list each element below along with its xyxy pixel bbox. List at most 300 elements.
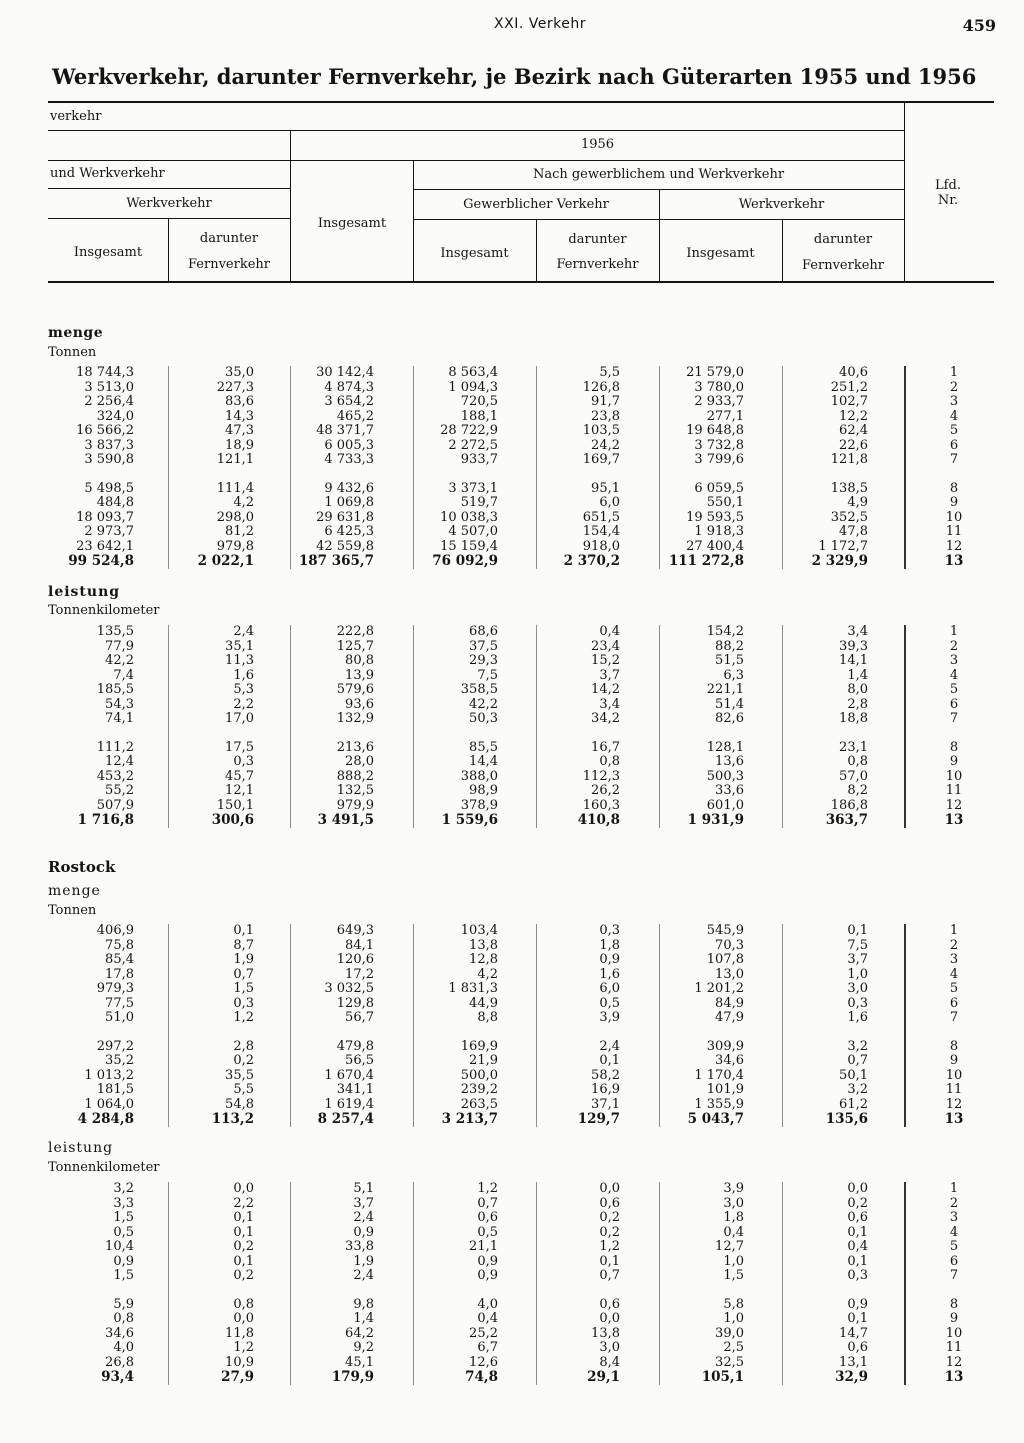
cell-fernverkehr-1955: 5,3: [233, 682, 254, 697]
cell-lfd-nr: 6: [949, 995, 959, 1011]
header-left-fernverkehr: Fernverkehr: [188, 257, 270, 272]
cell-fernverkehr-1955: 0,1: [233, 1210, 254, 1225]
table-row: [0, 395, 1024, 410]
table-row: [0, 654, 1024, 669]
cell-fernverkehr-1955: 0,3: [233, 754, 254, 769]
cell-insgesamt-1955: 23 642,1: [76, 538, 134, 554]
cell-gewerblich-fernverkehr: 29,1: [587, 1369, 620, 1385]
cell-werk-insgesamt: 82,6: [715, 711, 744, 726]
cell-insgesamt-1956: 64,2: [345, 1325, 374, 1341]
block-3-heading: leistung: [48, 1140, 114, 1156]
cell-gewerblich-insgesamt: 21,9: [469, 1053, 498, 1068]
cell-gewerblich-fernverkehr: 0,2: [599, 1224, 620, 1240]
cell-lfd-nr: 4: [949, 408, 959, 424]
header-left-werk: Werkverkehr: [126, 196, 212, 211]
cell-insgesamt-1955: 85,4: [105, 952, 134, 967]
column-separator: [290, 924, 291, 1127]
cell-fernverkehr-1955: 113,2: [211, 1111, 254, 1127]
cell-insgesamt-1955: 34,6: [105, 1325, 134, 1341]
header-year: 1956: [580, 137, 615, 152]
cell-werk-fernverkehr: 57,0: [839, 768, 868, 784]
cell-werk-fernverkehr: 0,9: [847, 1296, 868, 1312]
header-top-left: verkehr: [50, 109, 102, 124]
cell-insgesamt-1956: 30 142,4: [316, 365, 374, 380]
cell-insgesamt-1956: 1,4: [353, 1311, 374, 1326]
header-rule-3: [48, 160, 904, 161]
cell-werk-insgesamt: 1 201,2: [694, 981, 744, 996]
header-werk-fernverkehr: Fernverkehr: [802, 258, 884, 273]
cell-werk-fernverkehr: 352,5: [830, 509, 868, 525]
cell-gewerblich-insgesamt: 0,4: [477, 1311, 498, 1326]
cell-insgesamt-1955: 99 524,8: [68, 553, 134, 569]
cell-gewerblich-insgesamt: 0,7: [477, 1195, 498, 1211]
cell-werk-insgesamt: 88,2: [715, 638, 744, 654]
cell-lfd-nr: 9: [949, 495, 959, 510]
cell-gewerblich-fernverkehr: 918,0: [582, 538, 620, 554]
cell-fernverkehr-1955: 0,2: [233, 1053, 254, 1068]
cell-werk-insgesamt: 19 593,5: [686, 509, 744, 525]
cell-gewerblich-insgesamt: 15 159,4: [440, 538, 498, 554]
cell-insgesamt-1956: 56,7: [345, 1010, 374, 1025]
cell-werk-insgesamt: 33,6: [715, 783, 744, 798]
cell-werk-insgesamt: 2 933,7: [694, 394, 744, 409]
cell-gewerblich-insgesamt: 42,2: [469, 696, 498, 712]
cell-insgesamt-1956: 222,8: [336, 624, 374, 639]
table-row: [0, 1240, 1024, 1255]
cell-insgesamt-1956: 1,9: [353, 1253, 374, 1269]
cell-gewerblich-fernverkehr: 23,4: [591, 638, 620, 654]
cell-insgesamt-1956: 93,6: [345, 696, 374, 712]
header-left-insgesamt: Insgesamt: [73, 245, 143, 260]
cell-insgesamt-1955: 5,9: [113, 1296, 134, 1312]
cell-fernverkehr-1955: 81,2: [225, 524, 254, 539]
cell-gewerblich-insgesamt: 358,5: [460, 682, 498, 697]
table-row: [0, 1327, 1024, 1342]
cell-insgesamt-1956: 1 069,8: [324, 495, 374, 510]
cell-werk-fernverkehr: 0,6: [847, 1210, 868, 1225]
cell-werk-insgesamt: 3 732,8: [694, 437, 744, 453]
cell-insgesamt-1956: 465,2: [336, 408, 374, 424]
cell-insgesamt-1955: 297,2: [96, 1038, 134, 1054]
cell-gewerblich-fernverkehr: 0,9: [599, 952, 620, 967]
cell-fernverkehr-1955: 150,1: [216, 797, 254, 813]
cell-werk-insgesamt: 70,3: [715, 937, 744, 953]
lfd-separator: [904, 1182, 906, 1385]
cell-lfd-nr: 10: [945, 1067, 963, 1083]
cell-lfd-nr: 4: [949, 966, 959, 982]
cell-werk-fernverkehr: 0,2: [847, 1195, 868, 1211]
table-row: [0, 1112, 1024, 1127]
cell-gewerblich-fernverkehr: 13,8: [591, 1325, 620, 1341]
cell-insgesamt-1955: 42,2: [105, 653, 134, 668]
cell-fernverkehr-1955: 14,3: [225, 408, 254, 424]
cell-insgesamt-1955: 111,2: [96, 739, 134, 755]
cell-werk-insgesamt: 128,1: [706, 739, 744, 755]
cell-lfd-nr: 6: [949, 696, 959, 712]
cell-gewerblich-fernverkehr: 91,7: [591, 394, 620, 409]
cell-werk-insgesamt: 21 579,0: [686, 365, 744, 380]
block-2-unit: Tonnen: [48, 903, 97, 918]
cell-werk-fernverkehr: 2 329,9: [811, 553, 868, 569]
cell-werk-fernverkehr: 62,4: [839, 423, 868, 438]
cell-lfd-nr: 7: [949, 711, 959, 726]
cell-lfd-nr: 5: [949, 682, 959, 697]
cell-gewerblich-fernverkehr: 95,1: [591, 480, 620, 496]
cell-insgesamt-1956: 1 670,4: [324, 1067, 374, 1083]
cell-werk-insgesamt: 545,9: [706, 923, 744, 938]
cell-werk-fernverkehr: 23,1: [839, 739, 868, 755]
cell-werk-fernverkehr: 32,9: [835, 1369, 868, 1385]
cell-fernverkehr-1955: 11,8: [225, 1325, 254, 1341]
column-separator: [782, 366, 783, 569]
cell-gewerblich-fernverkehr: 0,6: [599, 1296, 620, 1312]
cell-werk-fernverkehr: 22,6: [839, 437, 868, 453]
cell-insgesamt-1956: 13,9: [345, 667, 374, 683]
cell-insgesamt-1956: 579,6: [336, 682, 374, 697]
cell-fernverkehr-1955: 4,2: [233, 495, 254, 510]
cell-gewerblich-fernverkehr: 3,7: [599, 667, 620, 683]
cell-lfd-nr: 3: [949, 394, 959, 409]
table-row: [0, 625, 1024, 640]
running-head: XXI. Verkehr: [494, 16, 586, 32]
cell-werk-insgesamt: 34,6: [715, 1053, 744, 1068]
cell-werk-insgesamt: 309,9: [706, 1038, 744, 1054]
cell-insgesamt-1956: 33,8: [345, 1239, 374, 1254]
cell-insgesamt-1955: 18 744,3: [76, 365, 134, 380]
cell-werk-insgesamt: 277,1: [706, 408, 744, 424]
cell-gewerblich-fernverkehr: 103,5: [582, 423, 620, 438]
cell-werk-insgesamt: 13,6: [715, 754, 744, 769]
cell-gewerblich-fernverkehr: 37,1: [591, 1096, 620, 1112]
cell-werk-insgesamt: 1,5: [723, 1268, 744, 1283]
cell-werk-fernverkehr: 7,5: [847, 937, 868, 953]
cell-insgesamt-1955: 1,5: [113, 1210, 134, 1225]
cell-gewerblich-fernverkehr: 26,2: [591, 783, 620, 798]
cell-insgesamt-1955: 507,9: [96, 797, 134, 813]
cell-gewerblich-fernverkehr: 0,5: [599, 995, 620, 1011]
cell-werk-fernverkehr: 39,3: [839, 638, 868, 654]
cell-lfd-nr: 1: [949, 365, 959, 380]
cell-fernverkehr-1955: 27,9: [221, 1369, 254, 1385]
cell-lfd-nr: 8: [949, 1038, 959, 1054]
cell-lfd-nr: 7: [949, 452, 959, 467]
cell-gewerblich-fernverkehr: 0,2: [599, 1210, 620, 1225]
lfd-separator: [904, 366, 906, 569]
table-row: [0, 482, 1024, 497]
cell-lfd-nr: 4: [949, 667, 959, 683]
cell-werk-fernverkehr: 0,1: [847, 1311, 868, 1326]
cell-werk-insgesamt: 84,9: [715, 995, 744, 1011]
cell-insgesamt-1956: 6 005,3: [324, 437, 374, 453]
cell-fernverkehr-1955: 979,8: [216, 538, 254, 554]
cell-insgesamt-1956: 0,9: [353, 1224, 374, 1240]
block-0-heading: menge: [48, 325, 104, 341]
cell-gewerblich-fernverkehr: 154,4: [582, 524, 620, 539]
cell-werk-fernverkehr: 1,6: [847, 1010, 868, 1025]
cell-gewerblich-fernverkehr: 0,1: [599, 1053, 620, 1068]
cell-fernverkehr-1955: 5,5: [233, 1082, 254, 1097]
column-separator: [290, 625, 291, 828]
table-row: [0, 741, 1024, 756]
region-heading: Rostock: [48, 858, 116, 876]
cell-gewerblich-insgesamt: 4,2: [477, 966, 498, 982]
header-werk-darunter: darunter: [813, 232, 873, 247]
cell-insgesamt-1955: 77,5: [105, 995, 134, 1011]
cell-fernverkehr-1955: 227,3: [216, 379, 254, 395]
table-row: [0, 1298, 1024, 1313]
cell-gewerblich-fernverkehr: 160,3: [582, 797, 620, 813]
header-gew-insgesamt: Insgesamt: [440, 246, 509, 261]
cell-insgesamt-1956: 3,7: [353, 1195, 374, 1211]
table-row: [0, 755, 1024, 770]
cell-insgesamt-1956: 28,0: [345, 754, 374, 769]
page-title: Werkverkehr, darunter Fernverkehr, je Bezirk nach Güterarten 1955 und 1956: [52, 64, 977, 89]
cell-insgesamt-1955: 3 513,0: [84, 379, 134, 395]
table-row: [0, 968, 1024, 983]
cell-lfd-nr: 10: [945, 1325, 963, 1341]
table-row: [0, 1269, 1024, 1284]
cell-gewerblich-insgesamt: 1,2: [477, 1181, 498, 1196]
cell-gewerblich-insgesamt: 85,5: [469, 739, 498, 755]
cell-werk-insgesamt: 500,3: [706, 768, 744, 784]
table-row: [0, 554, 1024, 569]
cell-werk-fernverkehr: 363,7: [825, 812, 868, 828]
cell-gewerblich-fernverkehr: 58,2: [591, 1067, 620, 1083]
header-rule-bottom: [48, 281, 994, 283]
cell-gewerblich-fernverkehr: 1,6: [599, 966, 620, 982]
table-row: [0, 1011, 1024, 1026]
cell-werk-insgesamt: 1,8: [723, 1210, 744, 1225]
cell-insgesamt-1956: 479,8: [336, 1038, 374, 1054]
table-row: [0, 540, 1024, 555]
cell-insgesamt-1955: 74,1: [105, 711, 134, 726]
cell-insgesamt-1956: 341,1: [336, 1082, 374, 1097]
cell-gewerblich-insgesamt: 0,5: [477, 1224, 498, 1240]
cell-lfd-nr: 1: [949, 624, 959, 639]
cell-werk-fernverkehr: 0,3: [847, 1268, 868, 1283]
cell-werk-fernverkehr: 12,2: [839, 408, 868, 424]
table-row: [0, 997, 1024, 1012]
cell-fernverkehr-1955: 0,1: [233, 1224, 254, 1240]
cell-gewerblich-insgesamt: 7,5: [477, 667, 498, 683]
cell-werk-insgesamt: 1 355,9: [694, 1096, 744, 1112]
cell-fernverkehr-1955: 1,9: [233, 952, 254, 967]
table-row: [0, 813, 1024, 828]
cell-werk-insgesamt: 3,0: [723, 1195, 744, 1211]
cell-werk-insgesamt: 3 780,0: [694, 379, 744, 395]
cell-insgesamt-1955: 26,8: [105, 1354, 134, 1370]
cell-werk-insgesamt: 47,9: [715, 1010, 744, 1025]
cell-werk-insgesamt: 5 043,7: [687, 1111, 744, 1127]
cell-insgesamt-1955: 3,2: [113, 1181, 134, 1196]
table-row: [0, 683, 1024, 698]
cell-lfd-nr: 9: [949, 1311, 959, 1326]
cell-werk-fernverkehr: 0,8: [847, 754, 868, 769]
cell-gewerblich-fernverkehr: 14,2: [591, 682, 620, 697]
cell-gewerblich-insgesamt: 4,0: [477, 1296, 498, 1312]
header-gew-fernverkehr: Fernverkehr: [556, 257, 639, 272]
cell-werk-insgesamt: 1,0: [723, 1311, 744, 1326]
cell-insgesamt-1955: 2 256,4: [84, 394, 134, 409]
cell-lfd-nr: 1: [949, 1181, 959, 1196]
cell-fernverkehr-1955: 1,5: [233, 981, 254, 996]
cell-werk-fernverkehr: 14,7: [839, 1325, 868, 1341]
column-separator: [413, 366, 414, 569]
cell-insgesamt-1955: 51,0: [105, 1010, 134, 1025]
cell-fernverkehr-1955: 0,1: [233, 1253, 254, 1269]
table-row: [0, 410, 1024, 425]
cell-fernverkehr-1955: 0,7: [233, 966, 254, 982]
table-row: [0, 381, 1024, 396]
column-separator: [168, 1182, 169, 1385]
cell-werk-fernverkehr: 61,2: [839, 1096, 868, 1112]
cell-werk-fernverkehr: 0,4: [847, 1239, 868, 1254]
cell-lfd-nr: 7: [949, 1268, 959, 1283]
cell-werk-insgesamt: 3,9: [723, 1181, 744, 1196]
table-row: [0, 770, 1024, 785]
cell-gewerblich-insgesamt: 13,8: [469, 937, 498, 953]
table-row: [0, 496, 1024, 511]
cell-lfd-nr: 1: [949, 923, 959, 938]
cell-werk-insgesamt: 3 799,6: [694, 452, 744, 467]
cell-werk-fernverkehr: 186,8: [830, 797, 868, 813]
cell-werk-fernverkehr: 102,7: [830, 394, 868, 409]
table-row: [0, 511, 1024, 526]
cell-lfd-nr: 3: [949, 1210, 959, 1225]
header-gewerblich: Gewerblicher Verkehr: [463, 197, 609, 212]
cell-insgesamt-1956: 187 365,7: [298, 553, 374, 569]
cell-gewerblich-fernverkehr: 8,4: [599, 1354, 620, 1370]
cell-gewerblich-fernverkehr: 0,4: [599, 624, 620, 639]
cell-insgesamt-1955: 18 093,7: [76, 509, 134, 525]
cell-fernverkehr-1955: 12,1: [225, 783, 254, 798]
cell-lfd-nr: 13: [944, 1111, 964, 1127]
cell-insgesamt-1956: 9 432,6: [324, 480, 374, 496]
header-werk: Werkverkehr: [738, 197, 825, 212]
cell-insgesamt-1955: 1 716,8: [77, 812, 134, 828]
column-separator: [782, 1182, 783, 1385]
cell-gewerblich-insgesamt: 933,7: [460, 452, 498, 467]
cell-insgesamt-1955: 0,9: [113, 1253, 134, 1269]
table-row: [0, 1040, 1024, 1055]
cell-werk-insgesamt: 1,0: [723, 1253, 744, 1269]
cell-gewerblich-fernverkehr: 34,2: [591, 711, 620, 726]
header-nr: Nr.: [937, 193, 959, 208]
cell-insgesamt-1955: 54,3: [105, 696, 134, 712]
cell-werk-insgesamt: 1 918,3: [694, 524, 744, 539]
cell-lfd-nr: 12: [945, 1096, 963, 1112]
cell-gewerblich-insgesamt: 44,9: [469, 995, 498, 1011]
cell-lfd-nr: 2: [949, 638, 959, 654]
table-row: [0, 784, 1024, 799]
table-row: [0, 939, 1024, 954]
cell-gewerblich-insgesamt: 12,8: [469, 952, 498, 967]
cell-insgesamt-1955: 93,4: [101, 1369, 134, 1385]
cell-insgesamt-1956: 56,5: [345, 1053, 374, 1068]
cell-insgesamt-1956: 84,1: [345, 937, 374, 953]
cell-gewerblich-insgesamt: 21,1: [469, 1239, 498, 1254]
cell-insgesamt-1955: 1,5: [113, 1268, 134, 1283]
cell-werk-insgesamt: 105,1: [701, 1369, 744, 1385]
column-separator: [782, 625, 783, 828]
cell-werk-insgesamt: 6,3: [723, 667, 744, 683]
cell-gewerblich-fernverkehr: 0,1: [599, 1253, 620, 1269]
cell-werk-insgesamt: 19 648,8: [686, 423, 744, 438]
cell-werk-fernverkehr: 0,3: [847, 995, 868, 1011]
column-separator: [168, 625, 169, 828]
cell-lfd-nr: 7: [949, 1010, 959, 1025]
cell-werk-fernverkehr: 0,6: [847, 1340, 868, 1355]
cell-fernverkehr-1955: 0,2: [233, 1268, 254, 1283]
header-gew-darunter: darunter: [568, 232, 627, 247]
cell-gewerblich-fernverkehr: 6,0: [599, 981, 620, 996]
cell-werk-insgesamt: 154,2: [706, 624, 744, 639]
cell-gewerblich-insgesamt: 76 092,9: [432, 553, 498, 569]
cell-insgesamt-1955: 181,5: [96, 1082, 134, 1097]
cell-gewerblich-insgesamt: 25,2: [469, 1325, 498, 1341]
cell-fernverkehr-1955: 0,8: [233, 1296, 254, 1312]
cell-werk-fernverkehr: 0,7: [847, 1053, 868, 1068]
cell-fernverkehr-1955: 0,3: [233, 995, 254, 1011]
cell-lfd-nr: 9: [949, 1053, 959, 1068]
cell-gewerblich-fernverkehr: 2,4: [599, 1038, 620, 1054]
cell-gewerblich-fernverkehr: 16,9: [591, 1082, 620, 1097]
table-row: [0, 982, 1024, 997]
cell-werk-fernverkehr: 135,6: [825, 1111, 868, 1127]
cell-lfd-nr: 13: [944, 812, 964, 828]
column-separator: [536, 924, 537, 1127]
cell-insgesamt-1956: 9,8: [353, 1296, 374, 1312]
cell-fernverkehr-1955: 121,1: [216, 452, 254, 467]
cell-insgesamt-1956: 45,1: [345, 1354, 374, 1370]
table-row: [0, 953, 1024, 968]
cell-gewerblich-insgesamt: 4 507,0: [448, 524, 498, 539]
cell-werk-fernverkehr: 4,9: [847, 495, 868, 510]
cell-gewerblich-insgesamt: 8,8: [477, 1010, 498, 1025]
cell-insgesamt-1956: 42 559,8: [316, 538, 374, 554]
cell-gewerblich-fernverkehr: 0,0: [599, 1311, 620, 1326]
cell-gewerblich-fernverkehr: 1,2: [599, 1239, 620, 1254]
cell-insgesamt-1955: 484,8: [96, 495, 134, 510]
table-row: [0, 424, 1024, 439]
cell-werk-fernverkehr: 0,1: [847, 1224, 868, 1240]
cell-gewerblich-fernverkehr: 2 370,2: [563, 553, 620, 569]
cell-insgesamt-1956: 29 631,8: [316, 509, 374, 525]
cell-werk-fernverkehr: 8,0: [847, 682, 868, 697]
table-row: [0, 366, 1024, 381]
cell-werk-fernverkehr: 121,8: [830, 452, 868, 467]
header-rule-4: [48, 188, 290, 189]
cell-fernverkehr-1955: 111,4: [216, 480, 254, 496]
cell-werk-insgesamt: 51,4: [715, 696, 744, 712]
column-separator: [413, 625, 414, 828]
cell-gewerblich-insgesamt: 1 094,3: [448, 379, 498, 395]
cell-werk-insgesamt: 107,8: [706, 952, 744, 967]
cell-werk-insgesamt: 111 272,8: [668, 553, 744, 569]
cell-fernverkehr-1955: 35,1: [225, 638, 254, 654]
cell-lfd-nr: 5: [949, 1239, 959, 1254]
cell-lfd-nr: 5: [949, 981, 959, 996]
block-3-unit: Tonnenkilometer: [48, 1160, 160, 1175]
cell-insgesamt-1955: 185,5: [96, 682, 134, 697]
cell-gewerblich-insgesamt: 28 722,9: [440, 423, 498, 438]
cell-werk-fernverkehr: 8,2: [847, 783, 868, 798]
page-number: 459: [962, 16, 996, 35]
cell-fernverkehr-1955: 54,8: [225, 1096, 254, 1112]
cell-fernverkehr-1955: 35,0: [225, 365, 254, 380]
cell-gewerblich-insgesamt: 378,9: [460, 797, 498, 813]
header-nach: Nach gewerblichem und Werkverkehr: [532, 167, 785, 182]
